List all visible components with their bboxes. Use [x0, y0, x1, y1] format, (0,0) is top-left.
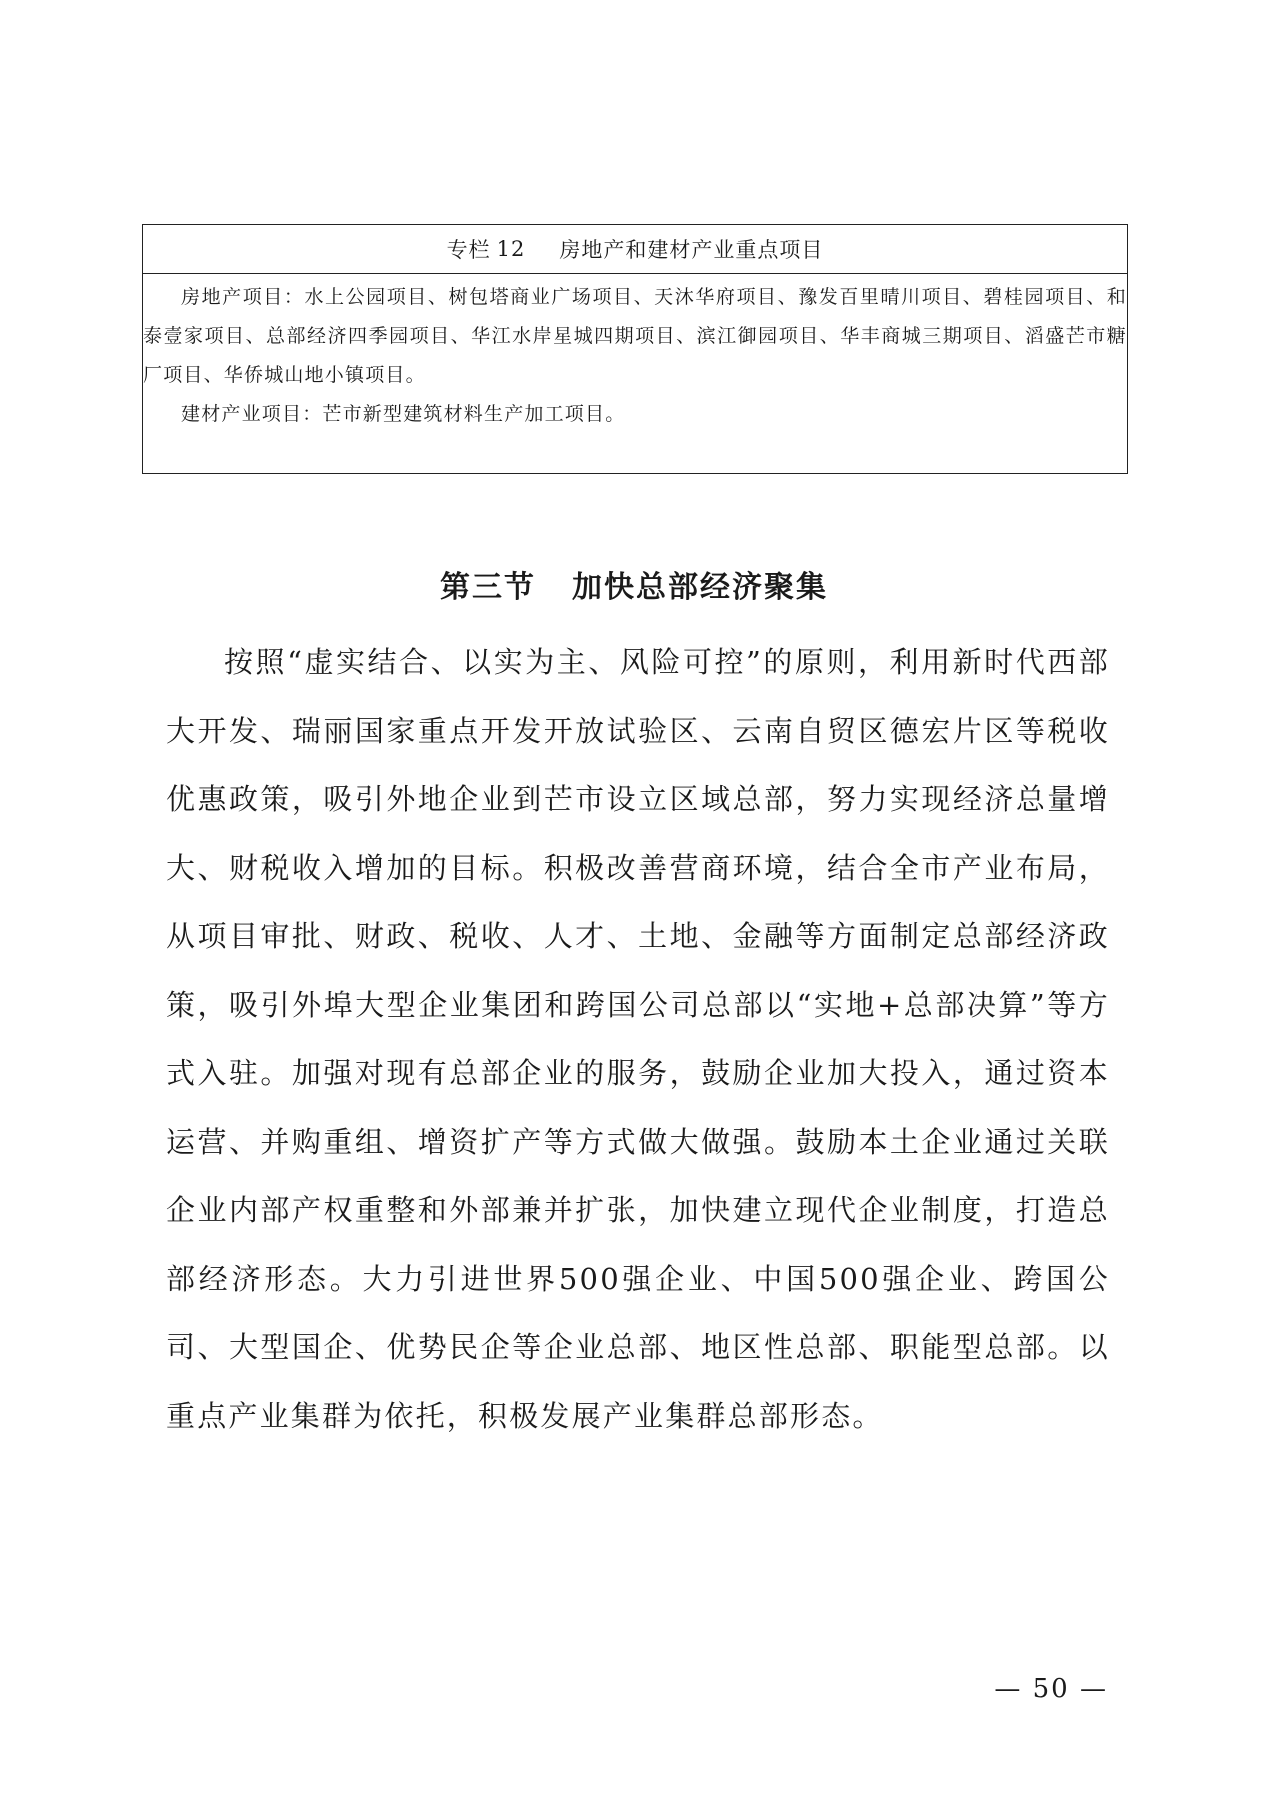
body-paragraph: 按照“虚实结合、以实为主、风险可控”的原则，利用新时代西部大开发、瑞丽国家重点开发开放试验区、云南自贸区德宏片区等税收优惠政策，吸引外地企业到芒市设立区域总部，努力实现经济总量增大、财税收入增加的目标。积极改善营商环境，结合全市产业布局，从项目审批、财政、税收、人才、土地、金融等方面制定总部经济政策，吸引外埠大型企业集团和跨国公司总部以“实地+总部决算”等方式入驻。加强对现有总部企业的服务，鼓励企业加大投入，通过资本运营、并购重组、增资扩产等方式做大做强。鼓励本土企业通过关联企业内部产权重整和外部兼并扩张，加快建立现代企业制度，打造总部经济形态。大力引进世界500强企业、中国500强企业、跨国公司、大型国企、优势民企等企业总部、地区性总部、职能型总部。以重点产业集群为依托，积极发展产业集群总部形态。: [166, 645, 1110, 1433]
project-column-box: [142, 224, 1128, 474]
column-number: 12: [496, 237, 526, 261]
column-title: 房地产和建材产业重点项目: [559, 238, 824, 262]
section-title: 加快总部经济聚集: [572, 570, 828, 605]
column-body: [143, 274, 1127, 434]
section-heading: [0, 562, 1268, 606]
column-paragraph-real-estate: 房地产项目：水上公园项目、树包塔商业广场项目、天沐华府项目、豫发百里晴川项目、碧桂园项目、和泰壹家项目、总部经济四季园项目、华江水岸星城四期项目、滨江御园项目、华丰商城三期项目、滔盛芒市糖厂项目、华侨城山地小镇项目。: [143, 286, 1127, 386]
column-header: [143, 225, 1127, 274]
section-label: 第三节: [440, 570, 536, 605]
column-paragraph-building-materials: 建材产业项目：芒市新型建筑材料生产加工项目。: [181, 403, 626, 425]
column-label: 专栏: [446, 238, 491, 262]
page-number: — 50 —: [994, 1674, 1108, 1704]
section-body: [166, 628, 1110, 1450]
